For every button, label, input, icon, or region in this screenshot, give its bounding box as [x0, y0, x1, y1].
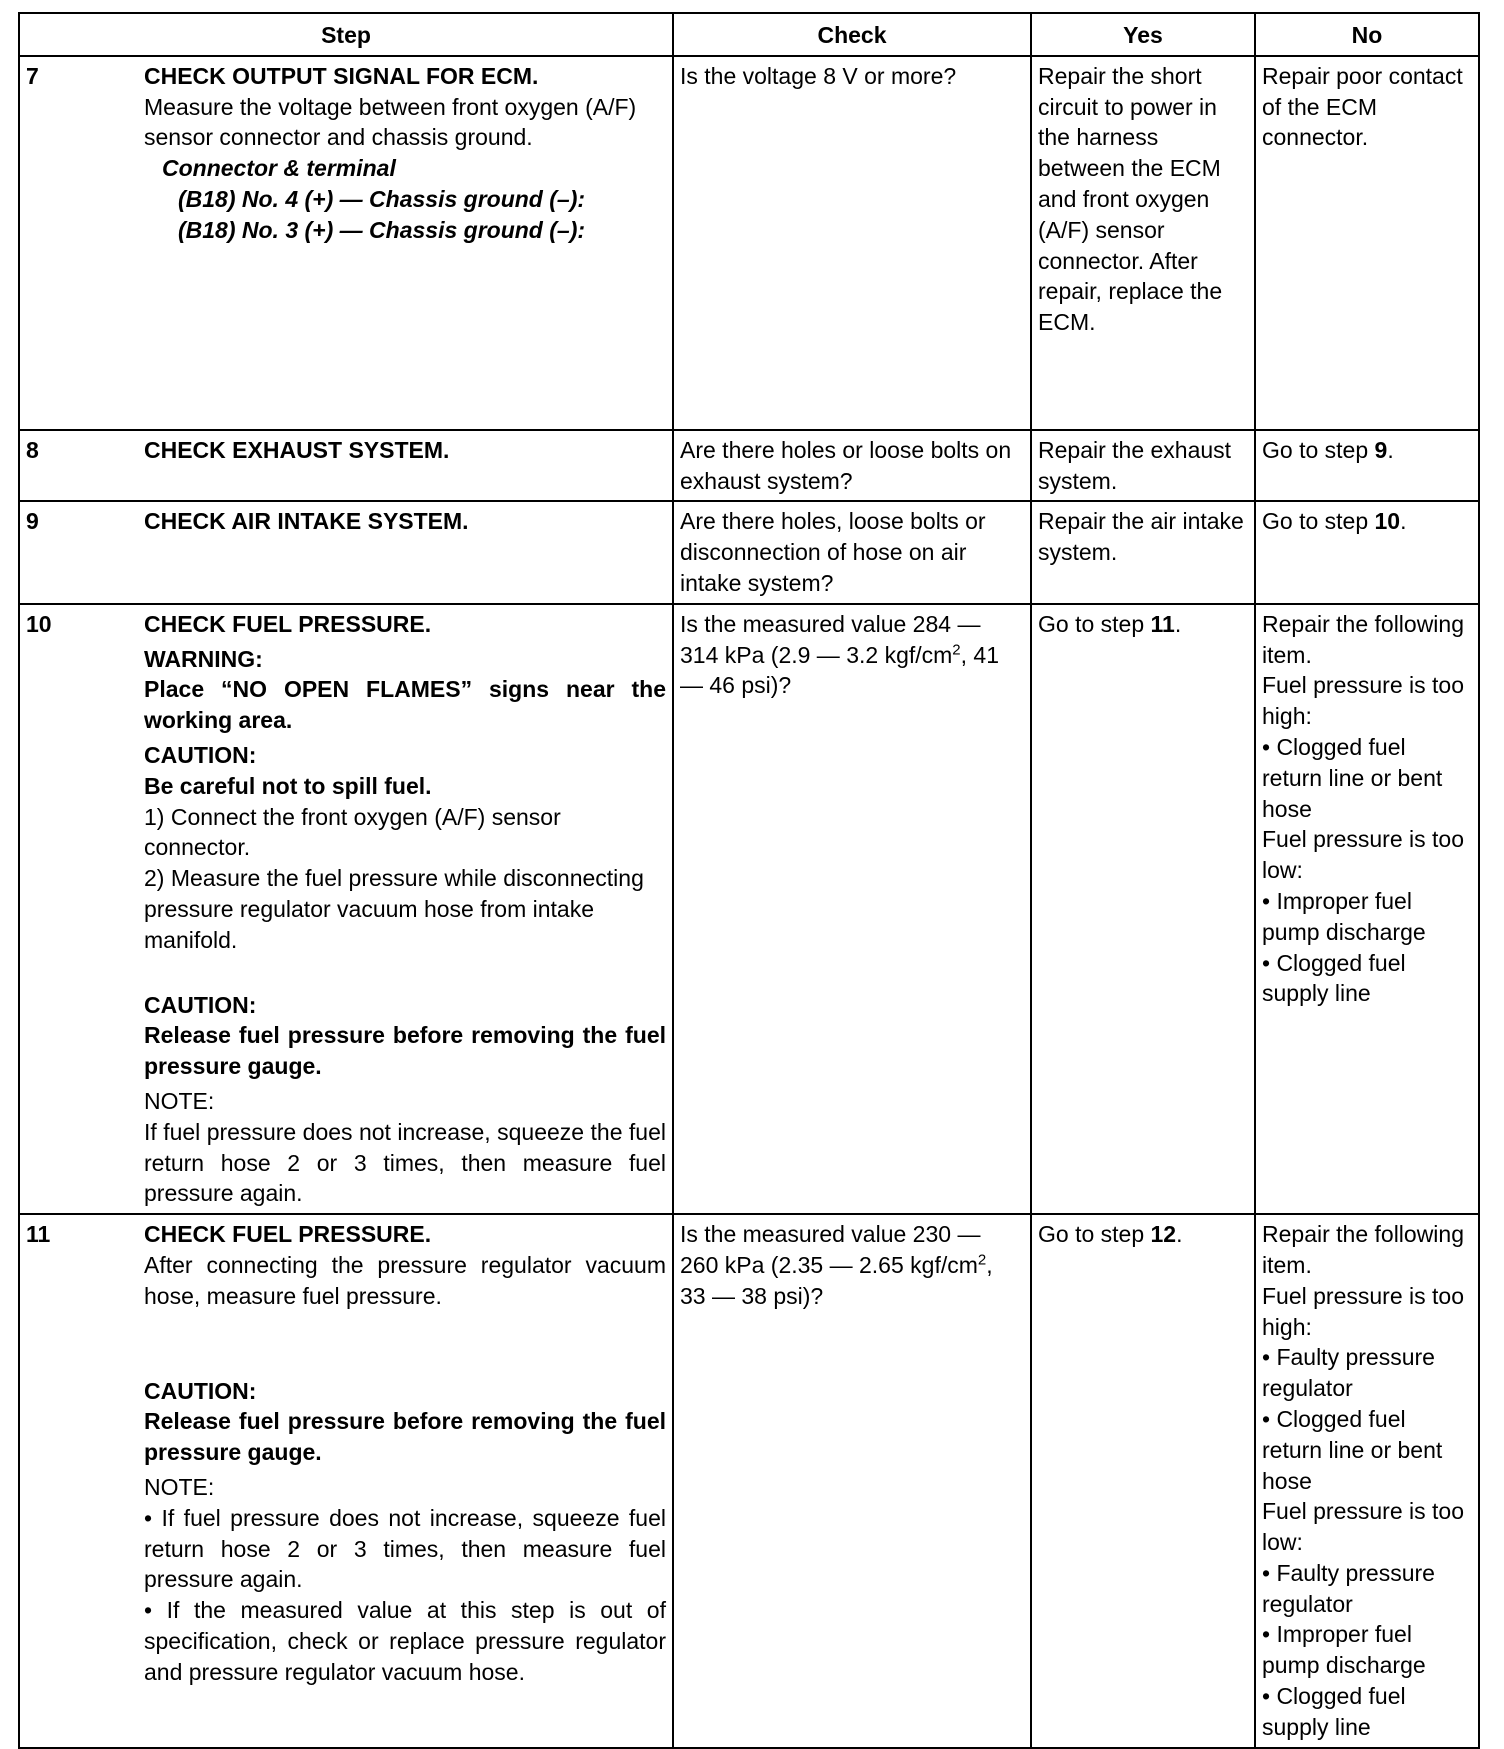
procedure-step: 1) Connect the front oxygen (A/F) sensor connector.: [144, 803, 561, 861]
terminal-line: (B18) No. 4 (+) — Chassis ground (–):: [178, 185, 586, 212]
step-cell: [19, 501, 673, 603]
caution-label: CAUTION:: [144, 1377, 257, 1404]
no-line: Fuel pressure is too high:: [1262, 1282, 1464, 1340]
yes-suffix: .: [1174, 610, 1182, 637]
yes-prefix: Go to step: [1038, 1221, 1151, 1248]
step-title: CHECK FUEL PRESSURE.: [144, 1221, 432, 1248]
caution-text: Be careful not to spill fuel.: [144, 772, 432, 799]
procedure-step: 2) Measure the fuel pressure while disconnecting pressure regulator vacuum hose from intake manifold.: [144, 865, 644, 953]
caution-text: Release fuel pressure before removing the fuel pressure gauge.: [144, 1022, 666, 1080]
note-item: • If fuel pressure does not increase, squeeze fuel return hose 2 or 3 times, then measure fuel pressure again.: [144, 1504, 666, 1593]
header-check: Check: [673, 13, 1031, 56]
step-text: After connecting the pressure regulator vacuum hose, measure fuel pressure.: [144, 1251, 666, 1309]
no-cell: [1255, 1214, 1479, 1748]
yes-cell: [1031, 1214, 1255, 1748]
header-no: No: [1255, 13, 1479, 56]
note-item: • If the measured value at this step is out of specification, check or replace pressure regulator and pressure regulator vacuum hose.: [144, 1597, 666, 1685]
caution-text: Release fuel pressure before removing the fuel pressure gauge.: [144, 1408, 666, 1466]
check-text: Is the measured value 230 — 260 kPa (2.35 — 2.65 kgf/cm: [680, 1221, 981, 1278]
header-row: [19, 13, 1479, 56]
no-line: • Clogged fuel supply line: [1262, 949, 1406, 1007]
no-line: • Clogged fuel supply line: [1262, 1683, 1406, 1740]
no-cell: Repair poor contact of the ECM connector.: [1255, 56, 1479, 430]
table-row-step-8: [19, 430, 1479, 502]
no-line: Repair the following item.: [1262, 1221, 1465, 1278]
no-line: • Clogged fuel return line or bent hose: [1262, 1405, 1443, 1494]
step-link: 11: [1150, 610, 1175, 637]
note-label: NOTE:: [144, 1087, 215, 1114]
no-prefix: Go to step: [1262, 508, 1375, 535]
table-row-step-7: [19, 56, 1479, 430]
yes-cell: Repair the exhaust system.: [1031, 430, 1255, 502]
check-text: Is the measured value 284 — 314 kPa (2.9 — 3.2 kgf/cm: [680, 610, 981, 668]
step-number: 9: [26, 508, 39, 535]
warning-text: Place “NO OPEN FLAMES” signs near the working area.: [144, 676, 666, 734]
table-row-step-11: [19, 1214, 1479, 1748]
check-cell: Are there holes, loose bolts or disconnection of hose on air intake system?: [673, 501, 1031, 603]
step-text: Measure the voltage between front oxygen (A/F) sensor connector and chassis ground.: [144, 93, 637, 151]
no-line: • Improper fuel pump discharge: [1262, 887, 1426, 945]
yes-suffix: .: [1176, 1221, 1183, 1248]
step-cell: [19, 430, 673, 502]
no-cell: [1255, 604, 1479, 1214]
check-text-end: , 41 — 46 psi)?: [680, 641, 1000, 699]
no-line: Fuel pressure is too high:: [1262, 672, 1464, 730]
check-cell: Is the voltage 8 V or more?: [673, 56, 1031, 430]
header-step: Step: [19, 13, 673, 56]
no-line: Fuel pressure is too low:: [1262, 826, 1464, 884]
yes-prefix: Go to step: [1038, 610, 1151, 637]
step-title: CHECK EXHAUST SYSTEM.: [144, 436, 450, 463]
step-number: 11: [26, 1221, 51, 1248]
no-line: Repair the following item.: [1262, 610, 1465, 668]
diagnostic-table: [18, 12, 1480, 1749]
no-line: • Faulty pressure regulator: [1262, 1344, 1435, 1402]
yes-cell: Repair the air intake system.: [1031, 501, 1255, 603]
warning-label: WARNING:: [144, 645, 263, 672]
check-cell: [673, 1214, 1031, 1748]
no-prefix: Go to step: [1262, 436, 1375, 463]
note-label: NOTE:: [144, 1473, 215, 1500]
check-cell: [673, 604, 1031, 1214]
step-number: 8: [26, 436, 39, 463]
step-link: 12: [1150, 1221, 1177, 1248]
step-number: 7: [26, 62, 39, 89]
caution-label: CAUTION:: [144, 741, 257, 768]
step-number: 10: [26, 610, 52, 637]
note-text: If fuel pressure does not increase, squeeze the fuel return hose 2 or 3 times, then measure fuel pressure again.: [144, 1118, 666, 1207]
table-row-step-10: [19, 604, 1479, 1214]
check-cell: Are there holes or loose bolts on exhaust system?: [673, 430, 1031, 502]
no-line: Fuel pressure is too low:: [1262, 1498, 1464, 1556]
step-cell: [19, 604, 673, 1214]
step-link: 10: [1374, 508, 1401, 535]
no-suffix: .: [1400, 508, 1407, 535]
connector-label: Connector & terminal: [162, 155, 396, 182]
step-title: CHECK OUTPUT SIGNAL FOR ECM.: [144, 62, 539, 89]
no-line: • Faulty pressure regulator: [1262, 1559, 1435, 1617]
yes-cell: [1031, 604, 1255, 1214]
no-suffix: .: [1387, 436, 1394, 463]
table-row-step-9: [19, 501, 1479, 603]
yes-cell: Repair the short circuit to power in the harness between the ECM and front oxygen (A/F) sensor connector. After repair, replace the ECM.: [1031, 56, 1255, 430]
step-cell: [19, 56, 673, 430]
no-line: • Clogged fuel return line or bent hose: [1262, 733, 1443, 822]
step-title: CHECK AIR INTAKE SYSTEM.: [144, 508, 469, 535]
no-cell: [1255, 430, 1479, 502]
no-line: • Improper fuel pump discharge: [1262, 1621, 1426, 1679]
step-cell: [19, 1214, 673, 1748]
superscript: 2: [952, 640, 961, 658]
superscript: 2: [977, 1251, 987, 1269]
header-yes: Yes: [1031, 13, 1255, 56]
terminal-line: (B18) No. 3 (+) — Chassis ground (–):: [178, 216, 586, 243]
caution-label: CAUTION:: [144, 991, 257, 1018]
no-cell: [1255, 501, 1479, 603]
step-title: CHECK FUEL PRESSURE.: [144, 610, 432, 637]
check-text-end: , 33 — 38 psi)?: [680, 1251, 993, 1309]
step-link: 9: [1374, 436, 1388, 463]
